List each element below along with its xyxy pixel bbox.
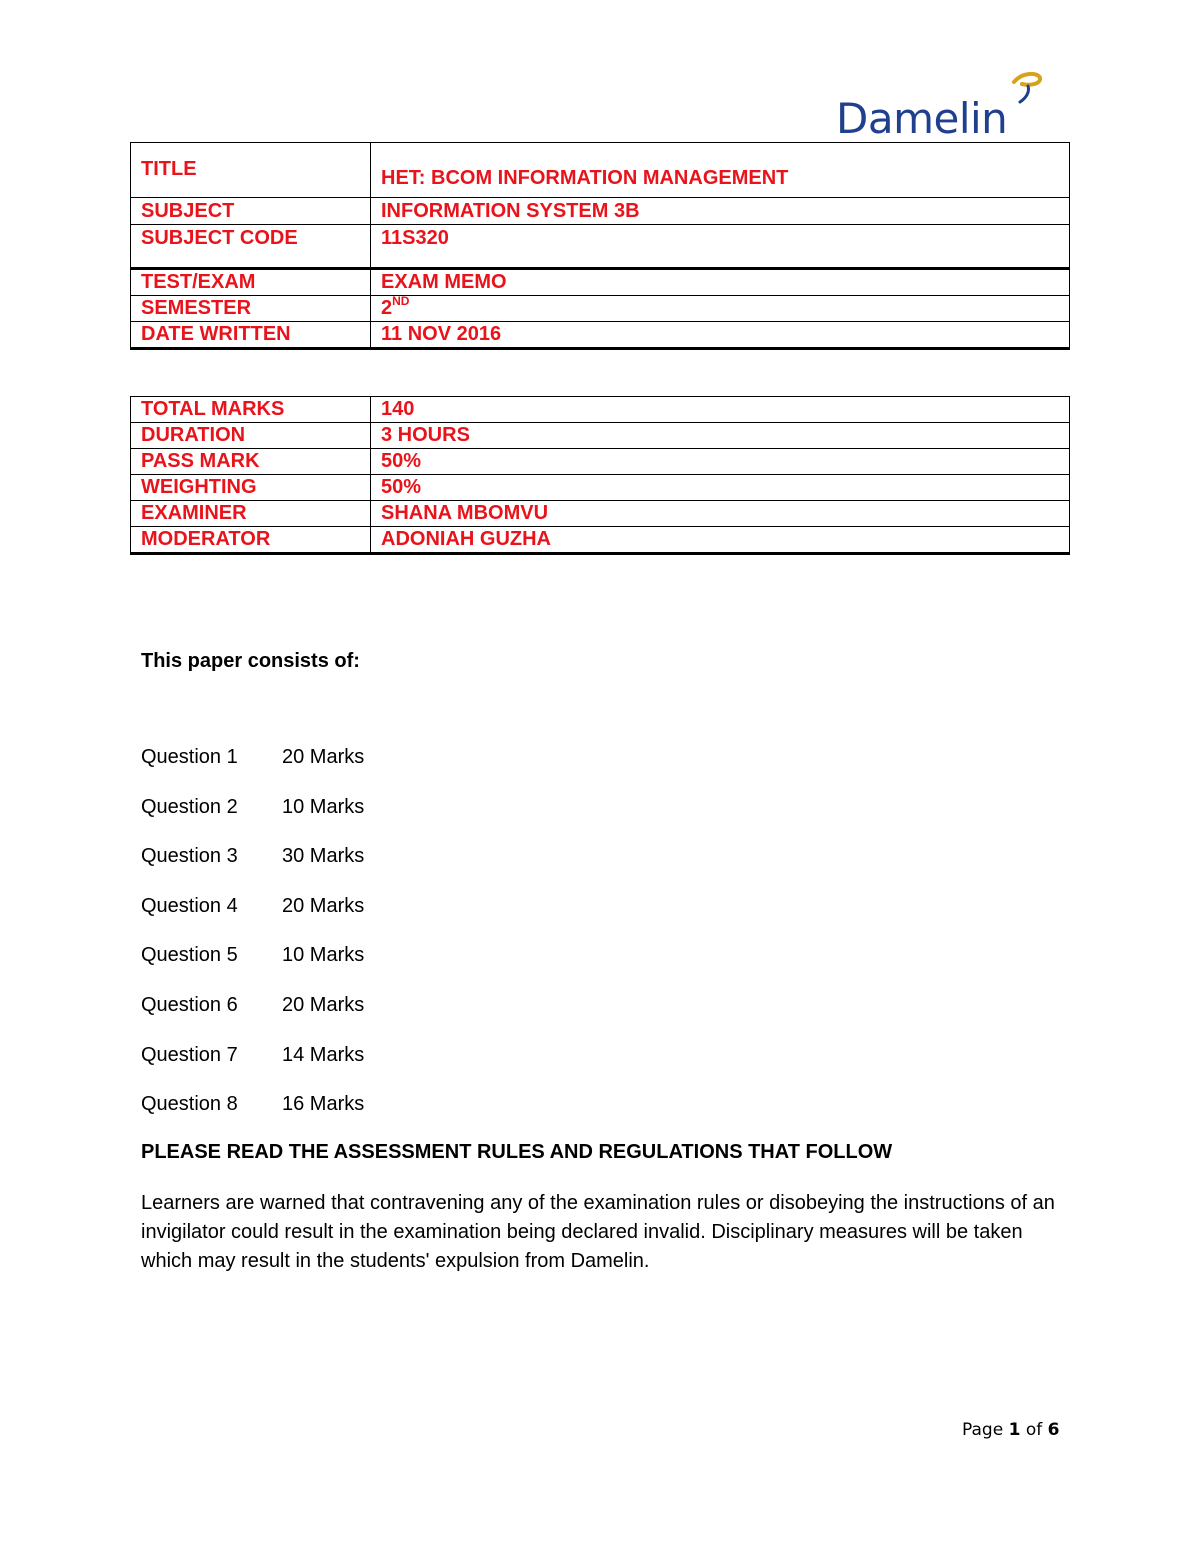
semester-value <box>371 296 1070 322</box>
total-marks-value: 140 <box>371 397 1070 423</box>
question-name: Question 1 <box>141 746 238 768</box>
table-row <box>131 423 1070 449</box>
table-row <box>131 296 1070 322</box>
question-marks: 20 Marks <box>282 746 365 768</box>
test-exam-value: EXAM MEMO <box>371 269 1070 296</box>
warning-paragraph: Learners are warned that contravening any of the examination rules or disobeying the instructions of an invigilator could result in the examination being declared invalid. Disciplinary measures will be taken which may result in the students' expulsion from Damelin. <box>141 1192 1055 1272</box>
table-row <box>131 225 1070 269</box>
list-item <box>141 843 364 893</box>
examiner-label: EXAMINER <box>131 501 371 527</box>
table-row <box>131 269 1070 296</box>
duration-value: 3 HOURS <box>371 423 1070 449</box>
table-row <box>131 475 1070 501</box>
consists-heading: This paper consists of: <box>141 650 360 672</box>
list-item <box>141 893 364 943</box>
title-value: HET: BCOM INFORMATION MANAGEMENT <box>371 143 1070 198</box>
damelin-logo <box>836 70 1062 145</box>
page-footer <box>962 1420 1059 1440</box>
current-page-number: 1 <box>1008 1420 1021 1440</box>
question-name: Question 3 <box>141 845 238 868</box>
date-written-value: 11 NOV 2016 <box>371 322 1070 349</box>
logo-text: Damelin <box>836 94 1008 143</box>
question-name: Question 2 <box>141 795 238 818</box>
marks-info-table <box>130 396 1070 555</box>
exam-info-table <box>130 142 1070 350</box>
list-item <box>141 744 364 794</box>
date-written-label: DATE WRITTEN <box>131 322 371 349</box>
semester-label: SEMESTER <box>131 296 371 322</box>
total-page-number: 6 <box>1047 1420 1060 1440</box>
total-marks-label: TOTAL MARKS <box>131 397 371 423</box>
page-word: Page <box>962 1420 1004 1440</box>
moderator-value: ADONIAH GUZHA <box>371 527 1070 554</box>
table-row <box>131 143 1070 198</box>
table-row <box>131 198 1070 225</box>
table-row <box>131 449 1070 475</box>
question-name: Question 6 <box>141 993 238 1016</box>
moderator-label: MODERATOR <box>131 527 371 554</box>
question-list <box>141 744 364 1141</box>
weighting-value: 50% <box>371 475 1070 501</box>
list-item <box>141 794 364 844</box>
question-marks: 14 Marks <box>282 1043 365 1066</box>
pass-mark-label: PASS MARK <box>131 449 371 475</box>
subject-label: SUBJECT <box>131 198 371 225</box>
question-name: Question 7 <box>141 1043 238 1066</box>
question-name: Question 4 <box>141 894 238 917</box>
subject-value: INFORMATION SYSTEM 3B <box>371 198 1070 225</box>
semester-number: 2 <box>381 297 393 319</box>
test-exam-label: TEST/EXAM <box>131 269 371 296</box>
title-label: TITLE <box>131 143 371 198</box>
table-row <box>131 501 1070 527</box>
table-row <box>131 527 1070 554</box>
logo-swoosh-icon <box>1008 70 1048 104</box>
question-name: Question 5 <box>141 944 238 967</box>
list-item <box>141 942 364 992</box>
list-item <box>141 992 364 1042</box>
subject-code-label: SUBJECT CODE <box>131 225 371 269</box>
question-marks: 20 Marks <box>282 993 365 1016</box>
question-marks: 20 Marks <box>282 894 365 917</box>
of-word: of <box>1025 1420 1043 1440</box>
question-marks: 10 Marks <box>282 795 365 818</box>
pass-mark-value: 50% <box>371 449 1070 475</box>
list-item <box>141 1042 364 1092</box>
rules-heading: PLEASE READ THE ASSESSMENT RULES AND REGULATIONS THAT FOLLOW <box>141 1141 893 1163</box>
table-row <box>131 322 1070 349</box>
list-item <box>141 1091 364 1141</box>
semester-suffix: ND <box>392 294 410 308</box>
examiner-value: SHANA MBOMVU <box>371 501 1070 527</box>
question-marks: 16 Marks <box>282 1093 365 1116</box>
question-marks: 30 Marks <box>282 845 365 868</box>
question-name: Question 8 <box>141 1093 238 1116</box>
table-row <box>131 397 1070 423</box>
question-marks: 10 Marks <box>282 944 365 967</box>
weighting-label: WEIGHTING <box>131 475 371 501</box>
duration-label: DURATION <box>131 423 371 449</box>
subject-code-value: 11S320 <box>371 225 1070 269</box>
